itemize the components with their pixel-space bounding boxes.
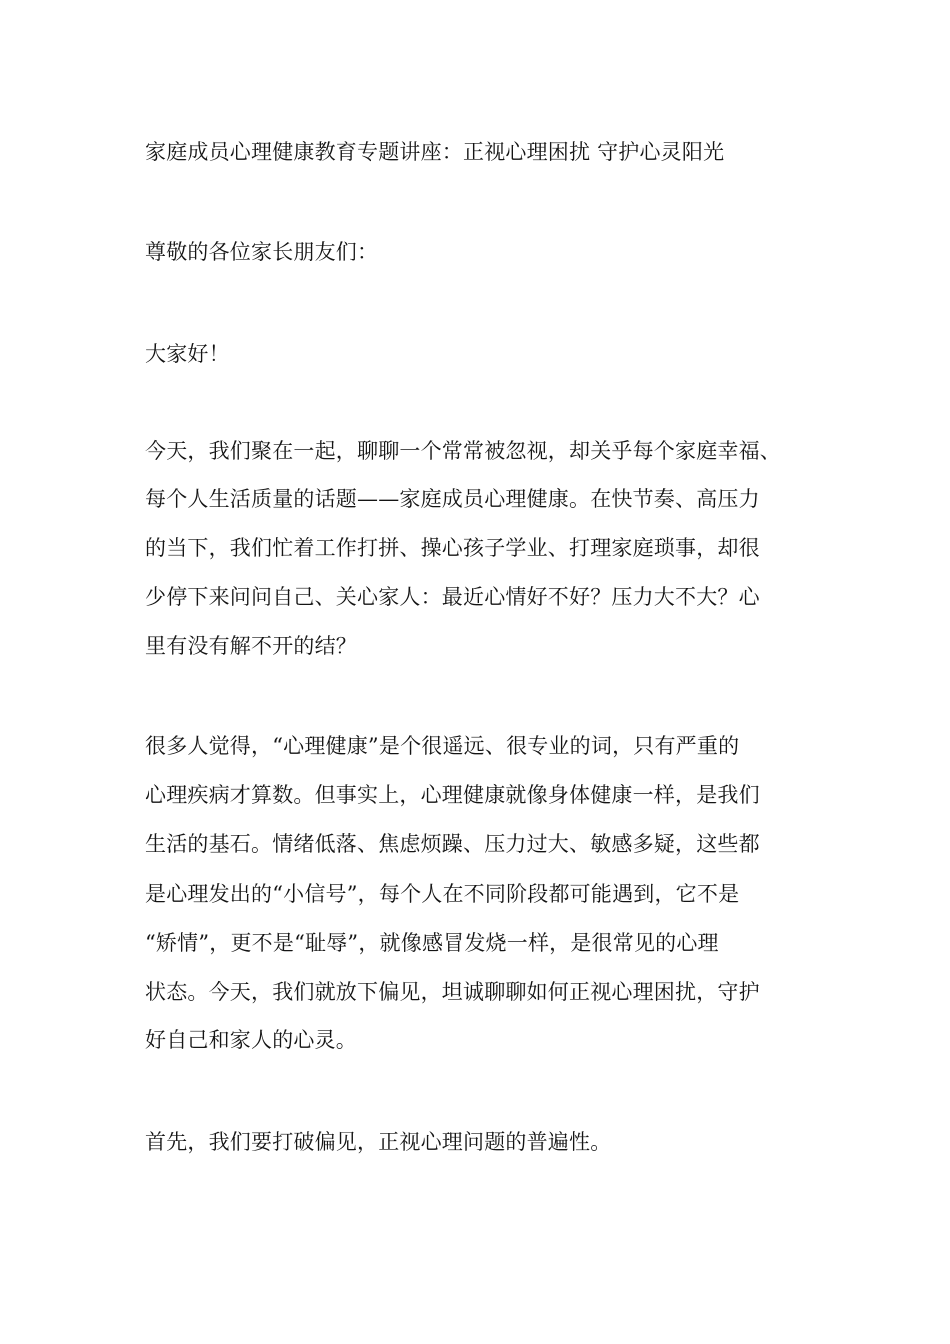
paragraph-line: 状态。今天，我们就放下偏见，坦诚聊聊如何正视心理困扰，守护	[145, 980, 760, 1004]
paragraph-line: 少停下来问问自己、关心家人：最近心情好不好？压力大不大？心	[145, 585, 760, 609]
paragraph-line: 每个人生活质量的话题——家庭成员心理健康。在快节奏、高压力	[145, 487, 760, 511]
paragraph-line: 今天，我们聚在一起，聊聊一个常常被忽视，却关乎每个家庭幸福、	[145, 439, 781, 463]
paragraph-first-point: 首先，我们要打破偏见，正视心理问题的普遍性。	[145, 1130, 612, 1154]
paragraph-line: 是心理发出的“小信号”，每个人在不同阶段都可能遇到，它不是	[145, 882, 740, 906]
paragraph-line: 很多人觉得，“心理健康”是个很遥远、很专业的词，只有严重的	[145, 734, 740, 758]
greeting: 大家好！	[145, 342, 230, 366]
paragraph-line: 的当下，我们忙着工作打拼、操心孩子学业、打理家庭琐事，却很	[145, 536, 760, 560]
paragraph-line: 好自己和家人的心灵。	[145, 1028, 357, 1052]
paragraph-line: 生活的基石。情绪低落、焦虑烦躁、压力过大、敏感多疑，这些都	[145, 832, 760, 856]
paragraph-line: 心理疾病才算数。但事实上，心理健康就像身体健康一样，是我们	[145, 783, 760, 807]
paragraph-line: 里有没有解不开的结？	[145, 634, 357, 658]
salutation: 尊敬的各位家长朋友们：	[145, 240, 379, 264]
document-title: 家庭成员心理健康教育专题讲座：正视心理困扰 守护心灵阳光	[145, 140, 725, 164]
paragraph-line: “矫情”，更不是“耻辱”，就像感冒发烧一样，是很常见的心理	[145, 931, 719, 955]
